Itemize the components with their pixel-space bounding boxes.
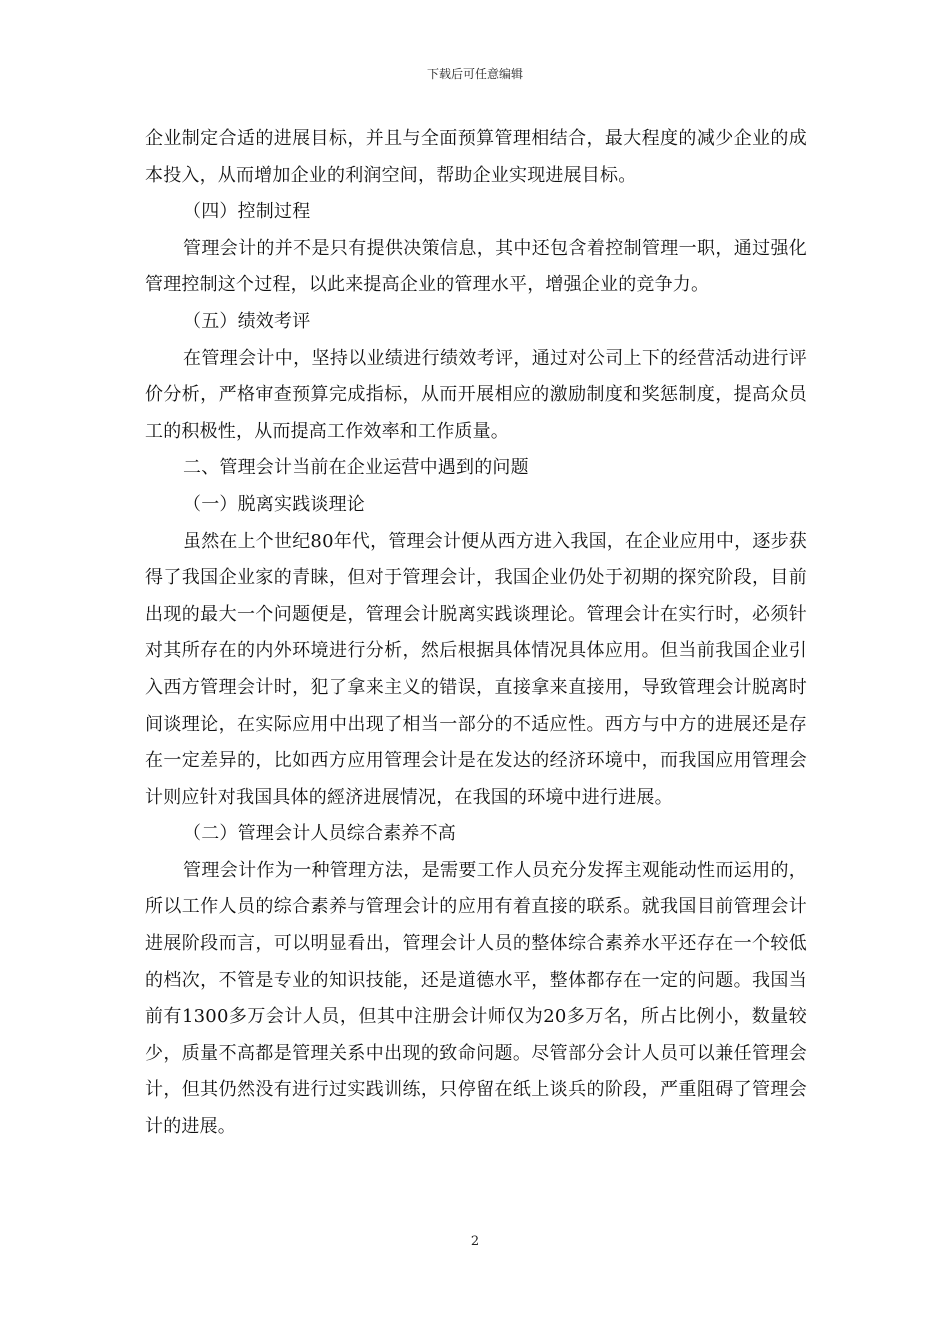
section-heading-performance-evaluation: （五）绩效考评: [183, 310, 311, 332]
paragraph-control-process: 管理会计的并不是只有提供决策信息，其中还包含着控制管理一职，通过强化管理控制这个过程，以此来提高企业的管理水平，增强企业的竞争力。: [145, 237, 807, 296]
section-heading-control-process: （四）控制过程: [183, 201, 311, 223]
paragraph-continuation: 企业制定合适的进展目标，并且与全面预算管理相结合，最大程度的减少企业的成本投入，从而增加企业的利润空间，帮助企业实现进展目标。: [145, 128, 807, 186]
paragraph-theory-vs-practice: 虽然在上个世纪80年代，管理会计便从西方进入我国，在企业应用中，逐步获得了我国企业家的青睐，但对于管理会计，我国企业仍处于初期的探究阶段，目前出现的最大一个问题便是，管理会计脱离实践谈理论。管理会计在实行时，必须针对其所存在的内外环境进行分析，然后根据具体情况具体应用。但当前我国企业引入西方管理会计时，犯了拿来主义的错误，直接拿来直接用，导致管理会计脱离时间谈理论，在实际应用中出现了相当一部分的不适应性。西方与中方的进展还是存在一定差异的，比如西方应用管理会计是在发达的经济环境中，而我国应用管理会计则应针对我国具体的經济进展情况，在我国的环境中进行进展。: [145, 530, 807, 808]
page-number: 2: [470, 1234, 480, 1249]
section-heading-staff-quality: （二）管理会计人员综合素养不高: [183, 823, 456, 845]
document-body: [145, 121, 807, 1146]
paragraph-staff-quality: 管理会计作为一种管理方法，是需要工作人员充分发挥主观能动性而运用的，所以工作人员的综合素养与管理会计的应用有着直接的联系。就我国目前管理会计进展阶段而言，可以明显看出，管理会计人员的整体综合素养水平还存在一个较低的档次，不管是专业的知识技能，还是道德水平，整体都存在一定的问题。我国当前有1300多万会计人员，但其中注册会计师仅为20多万名，所占比例小，数量较少，质量不高都是管理关系中出现的致命问题。尽管部分会计人员可以兼任管理会计，但其仍然没有进行过实践训练，只停留在纸上谈兵的阶段，严重阻碍了管理会计的进展。: [145, 859, 807, 1138]
chapter-heading-problems: 二、管理会计当前在企业运营中遇到的问题: [183, 457, 529, 479]
paragraph-performance-evaluation: 在管理会计中，坚持以业绩进行绩效考评，通过对公司上下的经营活动进行评价分析，严格审查预算完成指标，从而开展相应的激励制度和奖惩制度，提高众员工的积极性，从而提高工作效率和工作质量。: [145, 347, 807, 442]
page-header: 下载后可任意编辑: [426, 67, 523, 81]
section-heading-theory-vs-practice: （一）脱离实践谈理论: [183, 493, 365, 515]
